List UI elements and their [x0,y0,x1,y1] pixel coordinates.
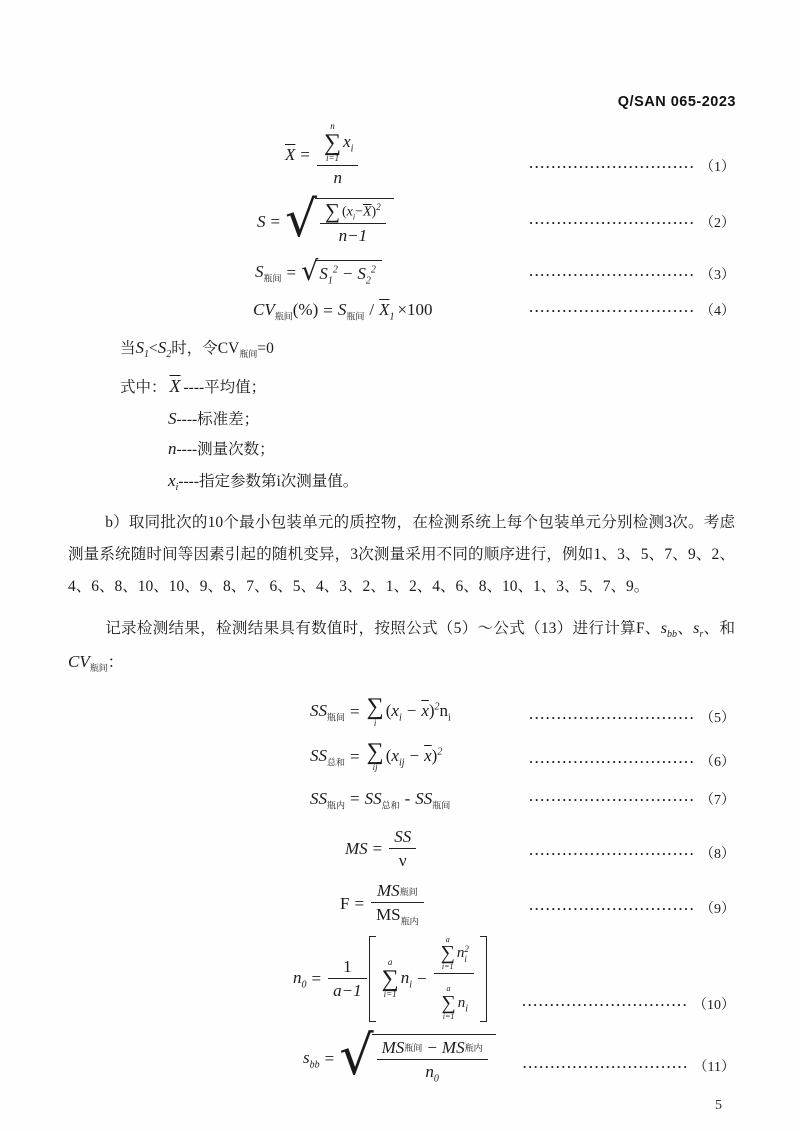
formula-9 [340,881,426,927]
equals-sign: = [270,211,281,231]
paragraph-record: 记录检测结果，检测结果具有数值时，按照公式（5）～公式（13）进行计算F、$s_{bb}$、$s_r$、和$CV_{瓶间}$： [68,619,735,674]
dot-leader [529,212,735,232]
leader-dots: ······························ [528,214,695,230]
right-bracket [480,936,487,1022]
equals-sign: = [350,702,360,722]
lhs: $S_{瓶间}$ [255,261,282,284]
dot-leader [529,156,735,176]
leader-dots: ······························ [528,753,695,769]
leader-dots: ······························ [528,159,695,175]
formula-7 [310,789,450,811]
formula-row-11 [303,1023,735,1087]
fraction [377,1038,488,1084]
fraction [320,199,386,245]
math-symbol: $\overline{X}$ [285,145,296,165]
fraction [317,122,358,188]
leader-dots: ······························ [521,996,688,1012]
math-symbol: MS [345,839,368,859]
math-symbol: S [257,211,266,231]
equals-sign: = [324,1049,335,1068]
equation-number-1: （1） [700,160,735,176]
radicand [315,198,394,245]
sup-sub-stack: 2 i [464,943,469,964]
numerator [317,122,358,165]
equation-number-3: （3） [700,268,735,284]
formula-row-8 [345,827,735,871]
formula-11 [303,1023,496,1087]
denominator: n−1 [320,223,386,246]
paragraph-b: b）取同批次的10个最小包装单元的质控物，在检测系统上每个包装单元分别检测3次。考虑测量系统随时间等因素引起的随机变异，3次测量采用不同的顺序进行，例如1、3、5、7、9、2、4、6、8、10、10、9、8、7、6、5、4、3、2、1、2、4、6、8、10、1、3、5、7、9。 [68,514,735,595]
sigma-symbol: ∑ [366,694,384,721]
fraction [371,881,424,927]
sigma-symbol: ∑ [324,199,340,224]
summation: a ∑ i=1 [441,984,456,1022]
leader-dots: ······························ [528,792,695,808]
denominator: a ∑ i=1 $n_i$ [434,973,474,1022]
formula-10 [293,936,487,1022]
equation-number-11: （11） [693,1060,735,1076]
definition-s: S----标准差； [168,409,260,429]
sum-body: $(x_i - \overline{x})^2n_i$ [385,701,451,724]
formula-6 [310,738,443,773]
leader-dots: ······························ [528,900,695,916]
summation [367,696,384,728]
sum-body: $x_i$ [343,131,354,155]
equation-number-6: （6） [700,754,735,770]
dot-leader [529,707,735,727]
formula-row-4 [253,300,735,322]
equals-sign: = [286,262,297,282]
square-root [285,190,394,249]
formula-7-expression: $SS_{瓶内} = SS_{总和} - SS_{瓶间}$ [310,788,451,811]
sum-upper-limit: a [387,956,393,967]
leader-dots: ······························ [522,1059,689,1075]
equation-number-10: （10） [693,997,735,1013]
numerator: MS 瓶间 − MS 瓶内 [381,1037,483,1057]
lhs: $SS_{总和}$ [310,745,346,767]
sum-body: $n_i$ [400,967,412,990]
equation-number-5: （5） [700,710,735,726]
formula-5 [310,696,451,728]
radicand-expression: $S_1^2 - S_2^2$ [319,263,376,287]
dot-leader [529,789,735,809]
leader-dots: ······························ [528,709,695,725]
lhs: $n_0$ [293,967,307,990]
formula-row-3 [255,255,735,287]
equation-number-9: （9） [700,901,735,917]
equation-number-7: （7） [700,793,735,809]
denominator: ν [389,848,416,871]
leader-dots: ······························ [528,303,695,319]
numerator: SS [394,827,412,847]
leader-dots: ······························ [528,267,695,283]
radical-sign: √ [285,190,317,249]
dot-leader [529,898,735,918]
fraction [389,827,416,871]
condition-line: 当$S_1<S_2$时，令$CV_{瓶间}=0$ [120,338,274,361]
leader-dots: ······························ [528,846,695,862]
definition-xi: $x_i----$指定参数第i次测量值。 [168,470,359,493]
formula-row-2 [257,190,735,249]
square-root [339,1023,495,1087]
dot-leader [529,300,735,320]
page-number: 5 [715,1098,722,1113]
sigma-symbol: ∑ [381,965,399,992]
numerator: MS 瓶间 [377,881,418,901]
left-bracket [369,936,376,1022]
dot-leader [529,843,735,863]
dot-leader [522,1056,735,1076]
definition-n: n----测量次数； [168,439,275,459]
summation [324,122,341,164]
radicand [316,260,382,286]
lhs: $s_{bb}$ [303,1047,320,1071]
numerator: a ∑ i=1 n 2 i [440,934,469,972]
sum-lower-limit: ij [372,761,378,772]
summation: a ∑ i=1 [440,934,455,972]
equation-number-4: （4） [700,304,735,320]
sum-upper-limit: n [330,121,335,131]
denominator: a−1 [328,978,366,1001]
equals-sign: = [350,746,360,766]
minus-sign: − [416,968,427,988]
sigma-symbol: ∑ [323,129,342,156]
summation [382,958,399,1000]
lhs: $CV_{瓶间}(\%)$ [253,300,319,322]
formula-row-5 [310,696,735,728]
sum-body: $(x_i-\overline{X})^2$ [341,202,381,222]
formula-4 [253,300,433,322]
lhs: $SS_{瓶间}$ [310,701,346,723]
formula-1 [285,122,360,188]
equals-sign: = [311,968,322,988]
sum-lower-limit: i=1 [383,988,397,999]
sigma-symbol: ∑ [366,738,384,765]
formula-row-6 [310,738,735,773]
fraction-inner [434,936,474,1022]
sum-body: $(x_{ij} - \overline{x})^2$ [385,745,443,768]
radicand [372,1034,496,1084]
dot-leader [529,264,735,284]
equals-sign: = [372,839,383,859]
equation-number-8: （8） [700,847,735,863]
numerator [320,199,386,224]
formula-8 [345,827,418,871]
equals-sign: = [323,301,333,321]
numerator: 1 [343,956,352,976]
dot-leader [522,994,735,1014]
equals-sign: = [300,145,310,165]
sum-lower-limit: i [373,717,377,728]
doc-code: Q/SAN 065-2023 [617,94,736,110]
formula-row-7 [310,789,735,811]
math-symbol: F [340,894,350,914]
fraction-coefficient [328,957,366,1001]
sum-lower-limit: i=1 [326,153,340,164]
denominator: $MS_{瓶内}$ [371,902,424,927]
radical-sign: √ [301,255,319,287]
formula-row-9 [340,881,735,927]
dot-leader [529,751,735,771]
radical-sign: √ [339,1023,374,1087]
square-root [301,255,382,287]
formula-2 [257,190,394,249]
rhs: $S_{瓶间} / \overline{X}_1 \times 100$ [337,300,433,323]
formula-row-10 [293,936,735,1022]
denominator: n [317,165,358,188]
summation [366,738,384,773]
denominator: $n_0$ [377,1059,488,1084]
equals-sign: = [354,894,365,914]
where-line: 式中： $\overline{X}$ ----平均值； [120,376,267,396]
formula-3 [255,255,382,287]
formula-row-1 [285,122,735,188]
equation-number-2: （2） [700,215,735,231]
